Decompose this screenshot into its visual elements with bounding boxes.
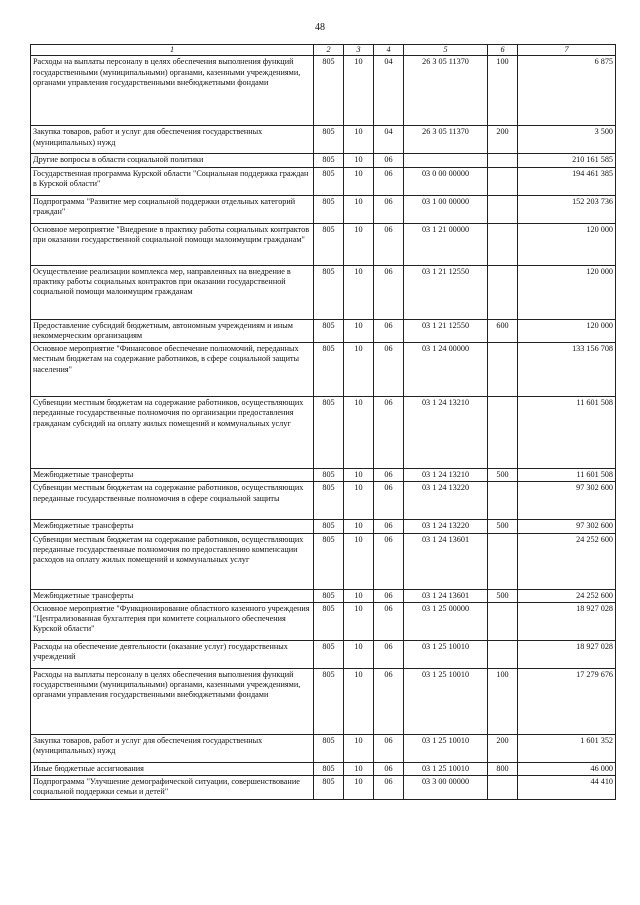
table-row <box>31 397 616 469</box>
row-name-cell: Расходы на выплаты персоналу в целях обеспечения выполнения функций государственными (муниципальными) органами, казенными учреждениями, органами управления государственными внебюджетными фондами <box>31 668 314 734</box>
row-section-cell: 10 <box>344 167 374 195</box>
row-expense-type-cell: 600 <box>488 319 518 343</box>
row-target-article-cell: 03 1 00 00000 <box>404 195 488 223</box>
table-row <box>31 533 616 589</box>
header-cell: 6 <box>488 45 518 56</box>
row-expense-type-cell: 100 <box>488 668 518 734</box>
header-cell: 2 <box>314 45 344 56</box>
row-grbs-cell: 805 <box>314 640 344 668</box>
row-sum-cell: 24 252 600 <box>518 533 616 589</box>
header-cell: 3 <box>344 45 374 56</box>
row-name-cell: Подпрограмма "Развитие мер социальной поддержки отдельных категорий граждан" <box>31 195 314 223</box>
table-row <box>31 762 616 775</box>
table-row <box>31 589 616 602</box>
row-target-article-cell: 26 3 05 11370 <box>404 126 488 154</box>
header-row <box>31 45 616 56</box>
row-subsection-cell: 06 <box>374 319 404 343</box>
row-grbs-cell: 805 <box>314 223 344 265</box>
table-row <box>31 482 616 520</box>
row-name-cell: Иные бюджетные ассигнования <box>31 762 314 775</box>
table-row <box>31 343 616 397</box>
row-target-article-cell: 03 1 25 10010 <box>404 734 488 762</box>
row-subsection-cell: 06 <box>374 469 404 482</box>
row-subsection-cell: 06 <box>374 195 404 223</box>
row-section-cell: 10 <box>344 640 374 668</box>
table-row <box>31 469 616 482</box>
row-sum-cell: 97 302 600 <box>518 520 616 533</box>
row-expense-type-cell: 100 <box>488 56 518 126</box>
row-subsection-cell: 06 <box>374 776 404 800</box>
row-section-cell: 10 <box>344 319 374 343</box>
row-subsection-cell: 06 <box>374 265 404 319</box>
row-grbs-cell: 805 <box>314 482 344 520</box>
row-section-cell: 10 <box>344 668 374 734</box>
row-grbs-cell: 805 <box>314 469 344 482</box>
row-subsection-cell: 06 <box>374 533 404 589</box>
row-grbs-cell: 805 <box>314 319 344 343</box>
row-grbs-cell: 805 <box>314 762 344 775</box>
row-grbs-cell: 805 <box>314 776 344 800</box>
row-expense-type-cell: 800 <box>488 762 518 775</box>
budget-table <box>30 44 616 800</box>
row-target-article-cell: 03 1 21 12550 <box>404 265 488 319</box>
row-sum-cell: 18 927 028 <box>518 640 616 668</box>
row-expense-type-cell: 500 <box>488 520 518 533</box>
row-expense-type-cell <box>488 223 518 265</box>
row-name-cell: Закупка товаров, работ и услуг для обеспечения государственных (муниципальных) нужд <box>31 126 314 154</box>
row-target-article-cell: 03 1 21 12550 <box>404 319 488 343</box>
row-target-article-cell <box>404 154 488 167</box>
row-section-cell: 10 <box>344 154 374 167</box>
table-row <box>31 265 616 319</box>
row-section-cell: 10 <box>344 602 374 640</box>
row-grbs-cell: 805 <box>314 589 344 602</box>
row-section-cell: 10 <box>344 265 374 319</box>
row-expense-type-cell: 200 <box>488 126 518 154</box>
row-subsection-cell: 06 <box>374 154 404 167</box>
table-row <box>31 602 616 640</box>
row-grbs-cell: 805 <box>314 56 344 126</box>
row-grbs-cell: 805 <box>314 265 344 319</box>
row-target-article-cell: 03 1 24 13220 <box>404 482 488 520</box>
row-subsection-cell: 06 <box>374 482 404 520</box>
header-cell: 5 <box>404 45 488 56</box>
table-row <box>31 195 616 223</box>
row-name-cell: Закупка товаров, работ и услуг для обеспечения государственных (муниципальных) нужд <box>31 734 314 762</box>
row-section-cell: 10 <box>344 56 374 126</box>
row-sum-cell: 120 000 <box>518 319 616 343</box>
table-row <box>31 154 616 167</box>
row-subsection-cell: 06 <box>374 223 404 265</box>
row-subsection-cell: 06 <box>374 668 404 734</box>
row-subsection-cell: 04 <box>374 56 404 126</box>
row-subsection-cell: 06 <box>374 343 404 397</box>
row-target-article-cell: 03 1 24 13210 <box>404 469 488 482</box>
row-expense-type-cell <box>488 533 518 589</box>
row-section-cell: 10 <box>344 469 374 482</box>
row-expense-type-cell <box>488 343 518 397</box>
row-section-cell: 10 <box>344 762 374 775</box>
row-section-cell: 10 <box>344 223 374 265</box>
row-name-cell: Субвенции местным бюджетам на содержание работников, осуществляющих переданные государственные полномочия по организации предоставления гражданам субсидий на оплату жилых помещений и коммунальных услуг <box>31 397 314 469</box>
row-target-article-cell: 03 1 24 00000 <box>404 343 488 397</box>
row-section-cell: 10 <box>344 734 374 762</box>
row-name-cell: Расходы на выплаты персоналу в целях обеспечения выполнения функций государственными (муниципальными) органами, казенными учреждениями, органами управления государственными внебюджетными фондами <box>31 56 314 126</box>
row-expense-type-cell <box>488 482 518 520</box>
row-expense-type-cell <box>488 195 518 223</box>
row-sum-cell: 44 410 <box>518 776 616 800</box>
row-target-article-cell: 03 1 25 10010 <box>404 668 488 734</box>
row-section-cell: 10 <box>344 343 374 397</box>
row-expense-type-cell <box>488 640 518 668</box>
header-cell: 1 <box>31 45 314 56</box>
row-subsection-cell: 04 <box>374 126 404 154</box>
row-sum-cell: 3 500 <box>518 126 616 154</box>
table-row <box>31 56 616 126</box>
row-sum-cell: 46 000 <box>518 762 616 775</box>
row-sum-cell: 11 601 508 <box>518 397 616 469</box>
row-section-cell: 10 <box>344 195 374 223</box>
page-number: 48 <box>315 22 325 33</box>
row-subsection-cell: 06 <box>374 602 404 640</box>
row-sum-cell: 17 279 676 <box>518 668 616 734</box>
table-row <box>31 520 616 533</box>
header-cell: 7 <box>518 45 616 56</box>
row-subsection-cell: 06 <box>374 520 404 533</box>
row-sum-cell: 152 203 736 <box>518 195 616 223</box>
row-subsection-cell: 06 <box>374 640 404 668</box>
row-name-cell: Субвенции местным бюджетам на содержание работников, осуществляющих переданные государственные полномочия по предоставлению компенсации расходов на оплату жилых помещений и коммунальных услуг <box>31 533 314 589</box>
row-expense-type-cell <box>488 397 518 469</box>
row-name-cell: Основное мероприятие "Функционирование областного казенного учреждения "Централизованная бухгалтерия при комитете социального обеспечения Курской области" <box>31 602 314 640</box>
row-expense-type-cell <box>488 154 518 167</box>
row-subsection-cell: 06 <box>374 167 404 195</box>
row-section-cell: 10 <box>344 397 374 469</box>
row-section-cell: 10 <box>344 776 374 800</box>
row-subsection-cell: 06 <box>374 589 404 602</box>
row-sum-cell: 120 000 <box>518 265 616 319</box>
row-expense-type-cell <box>488 265 518 319</box>
row-name-cell: Основное мероприятие "Финансовое обеспечение полномочий, переданных местным бюджетам на содержание работников, в сфере социальной защиты населения" <box>31 343 314 397</box>
row-name-cell: Межбюджетные трансферты <box>31 589 314 602</box>
row-sum-cell: 133 156 708 <box>518 343 616 397</box>
row-sum-cell: 97 302 600 <box>518 482 616 520</box>
row-grbs-cell: 805 <box>314 167 344 195</box>
row-name-cell: Другие вопросы в области социальной политики <box>31 154 314 167</box>
row-name-cell: Осуществление реализации комплекса мер, направленных на внедрение в практику работы социальных контрактов при оказании государственной социальной помощи малоимущим гражданам <box>31 265 314 319</box>
table-row <box>31 668 616 734</box>
row-expense-type-cell <box>488 167 518 195</box>
row-expense-type-cell <box>488 602 518 640</box>
row-name-cell: Межбюджетные трансферты <box>31 520 314 533</box>
row-section-cell: 10 <box>344 482 374 520</box>
row-name-cell: Расходы на обеспечение деятельности (оказание услуг) государственных учреждений <box>31 640 314 668</box>
row-grbs-cell: 805 <box>314 520 344 533</box>
row-grbs-cell: 805 <box>314 533 344 589</box>
row-section-cell: 10 <box>344 126 374 154</box>
row-expense-type-cell: 500 <box>488 589 518 602</box>
row-sum-cell: 11 601 508 <box>518 469 616 482</box>
row-target-article-cell: 26 3 05 11370 <box>404 56 488 126</box>
row-grbs-cell: 805 <box>314 734 344 762</box>
row-target-article-cell: 03 1 24 13601 <box>404 589 488 602</box>
row-sum-cell: 18 927 028 <box>518 602 616 640</box>
row-target-article-cell: 03 0 00 00000 <box>404 167 488 195</box>
row-name-cell: Межбюджетные трансферты <box>31 469 314 482</box>
row-name-cell: Подпрограмма "Улучшение демографической ситуации, совершенствование социальной поддержки семьи и детей" <box>31 776 314 800</box>
row-grbs-cell: 805 <box>314 668 344 734</box>
row-target-article-cell: 03 1 25 10010 <box>404 762 488 775</box>
row-grbs-cell: 805 <box>314 602 344 640</box>
row-sum-cell: 6 875 <box>518 56 616 126</box>
row-expense-type-cell <box>488 776 518 800</box>
row-sum-cell: 24 252 600 <box>518 589 616 602</box>
row-grbs-cell: 805 <box>314 154 344 167</box>
row-name-cell: Государственная программа Курской области "Социальная поддержка граждан в Курской области" <box>31 167 314 195</box>
row-grbs-cell: 805 <box>314 343 344 397</box>
row-target-article-cell: 03 1 24 13210 <box>404 397 488 469</box>
row-target-article-cell: 03 1 24 13220 <box>404 520 488 533</box>
row-target-article-cell: 03 1 24 13601 <box>404 533 488 589</box>
row-target-article-cell: 03 3 00 00000 <box>404 776 488 800</box>
row-sum-cell: 120 000 <box>518 223 616 265</box>
row-target-article-cell: 03 1 21 00000 <box>404 223 488 265</box>
table-row <box>31 223 616 265</box>
table-row <box>31 126 616 154</box>
row-section-cell: 10 <box>344 533 374 589</box>
table-row <box>31 167 616 195</box>
row-sum-cell: 194 461 385 <box>518 167 616 195</box>
table-body <box>31 56 616 799</box>
row-subsection-cell: 06 <box>374 734 404 762</box>
row-target-article-cell: 03 1 25 10010 <box>404 640 488 668</box>
row-name-cell: Предоставление субсидий бюджетным, автономным учреждениям и иным некоммерческим организациям <box>31 319 314 343</box>
row-grbs-cell: 805 <box>314 195 344 223</box>
row-target-article-cell: 03 1 25 00000 <box>404 602 488 640</box>
row-section-cell: 10 <box>344 520 374 533</box>
row-name-cell: Субвенции местным бюджетам на содержание работников, осуществляющих переданные государственные полномочия в сфере социальной защиты <box>31 482 314 520</box>
row-sum-cell: 1 601 352 <box>518 734 616 762</box>
row-grbs-cell: 805 <box>314 397 344 469</box>
row-subsection-cell: 06 <box>374 762 404 775</box>
table-row <box>31 776 616 800</box>
row-expense-type-cell: 500 <box>488 469 518 482</box>
row-subsection-cell: 06 <box>374 397 404 469</box>
row-grbs-cell: 805 <box>314 126 344 154</box>
row-sum-cell: 210 161 585 <box>518 154 616 167</box>
row-expense-type-cell: 200 <box>488 734 518 762</box>
row-name-cell: Основное мероприятие "Внедрение в практику работы социальных контрактов при оказании государственной социальной помощи малоимущим гражданам" <box>31 223 314 265</box>
header-cell: 4 <box>374 45 404 56</box>
table-row <box>31 640 616 668</box>
table-row <box>31 319 616 343</box>
table-row <box>31 734 616 762</box>
row-section-cell: 10 <box>344 589 374 602</box>
